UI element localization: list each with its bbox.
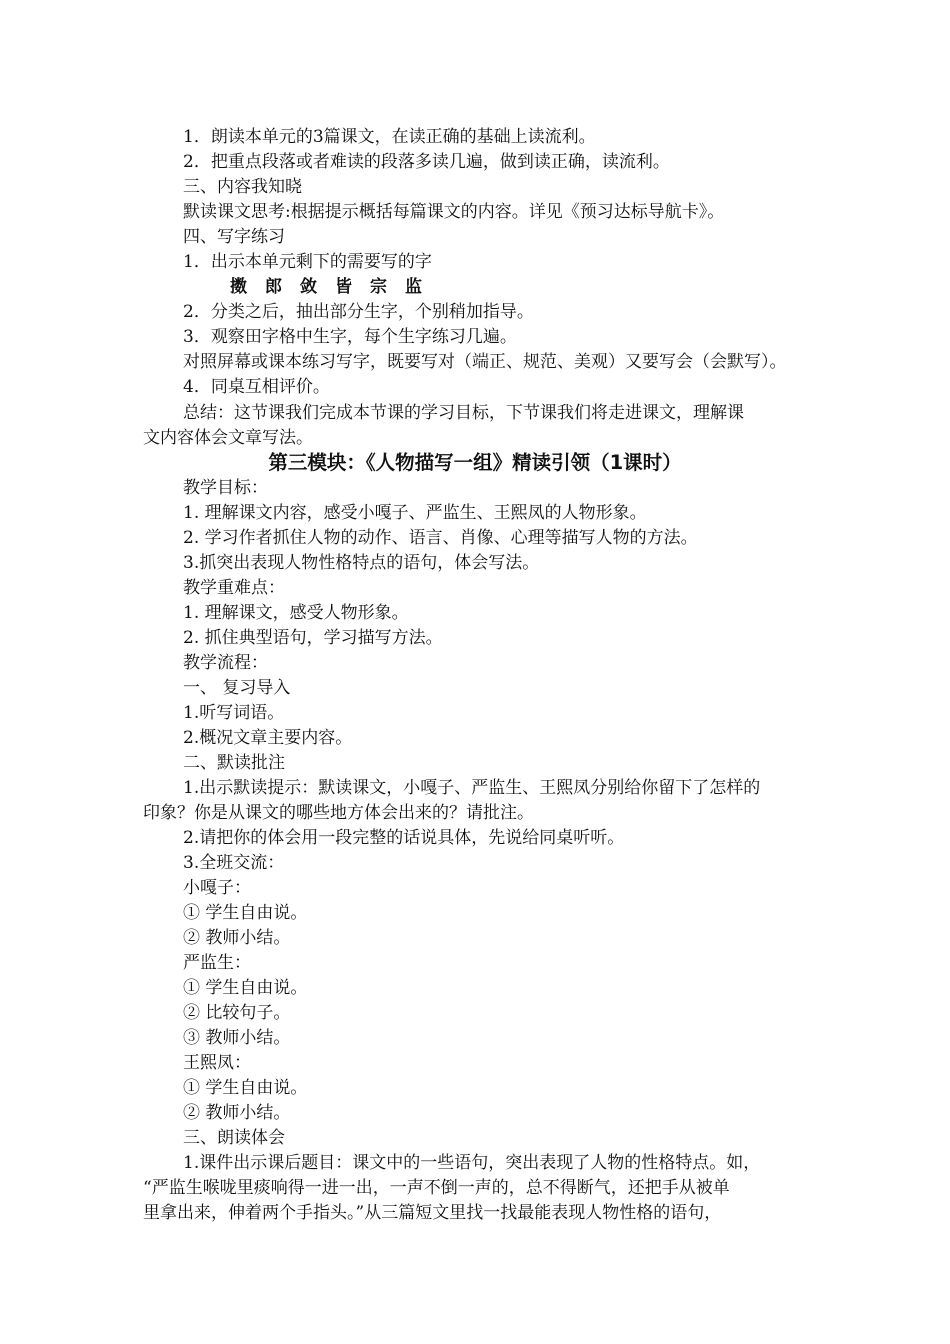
character: 敛 <box>300 277 319 297</box>
section-heading: 一、 复习导入 <box>183 678 291 698</box>
character: 擞 <box>230 277 249 297</box>
character: 监 <box>405 277 424 297</box>
text-line: 2. 抓住典型语句，学习描写方法。 <box>183 628 443 648</box>
text-line: 王熙凤： <box>183 1053 251 1073</box>
character-list <box>230 275 440 299</box>
text-line: 默读课文思考:根据提示概括每篇课文的内容。详见《预习达标导航卡》。 <box>183 202 725 222</box>
text-line: 对照屏幕或课本练习写字，既要写对（端正、规范、美观）又要写会（会默写）。 <box>183 352 787 372</box>
section-heading: 教学目标： <box>183 478 268 498</box>
section-heading: 教学流程： <box>183 653 268 673</box>
text-line: 1. 理解课文，感受人物形象。 <box>183 603 409 623</box>
text-line: 1.听写词语。 <box>183 703 285 723</box>
text-line: 文内容体会文章写法。 <box>143 428 313 448</box>
module-title: 第三模块：《人物描写一组》精读引领（1课时） <box>268 451 682 474</box>
text-line: 4．同桌互相评价。 <box>183 377 330 397</box>
text-line: 里拿出来，伸着两个手指头。”从三篇短文里找一找最能表现人物性格的语句， <box>143 1203 722 1223</box>
text-line: 2．把重点段落或者难读的段落多读几遍，做到读正确，读流利。 <box>183 152 670 172</box>
text-line: 1. 理解课文内容，感受小嘎子、严监生、王熙凤的人物形象。 <box>183 503 647 523</box>
text-line: 1.出示默读提示：默读课文，小嘎子、严监生、王熙凤分别给你留下了怎样的 <box>183 778 761 798</box>
text-line: 3.全班交流： <box>183 853 285 873</box>
section-heading: 二、默读批注 <box>183 753 285 773</box>
section-heading: 三、内容我知晓 <box>183 177 302 197</box>
text-line: 1．朗读本单元的3篇课文，在读正确的基础上读流利。 <box>183 127 596 147</box>
character: 宗 <box>370 277 389 297</box>
section-heading: 三、朗读体会 <box>183 1128 285 1148</box>
text-line: 2.概况文章主要内容。 <box>183 728 353 748</box>
text-line: ① 学生自由说。 <box>183 903 308 923</box>
text-line: 总结：这节课我们完成本节课的学习目标，下节课我们将走进课文，理解课 <box>183 403 744 423</box>
text-line: ② 比较句子。 <box>183 1003 291 1023</box>
section-heading: 四、写字练习 <box>183 227 285 247</box>
text-line: ① 学生自由说。 <box>183 978 308 998</box>
text-line: ② 教师小结。 <box>183 1103 291 1123</box>
text-line: 2.请把你的体会用一段完整的话说具体，先说给同桌听听。 <box>183 828 625 848</box>
character: 皆 <box>335 277 354 297</box>
text-line: 3．观察田字格中生字，每个生字练习几遍。 <box>183 327 517 347</box>
text-line: 印象？你是从课文的哪些地方体会出来的？请批注。 <box>143 803 534 823</box>
text-line: ① 学生自由说。 <box>183 1078 308 1098</box>
text-line: 1.课件出示课后题目：课文中的一些语句，突出表现了人物的性格特点。如， <box>183 1153 761 1173</box>
text-line: ② 教师小结。 <box>183 928 291 948</box>
section-heading: 教学重难点： <box>183 578 285 598</box>
text-line: 1．出示本单元剩下的需要写的字 <box>183 252 432 272</box>
text-line: 2．分类之后，抽出部分生字，个别稍加指导。 <box>183 302 534 322</box>
text-line: ③ 教师小结。 <box>183 1028 291 1048</box>
text-line: “严监生喉咙里痰响得一进一出，一声不倒一声的，总不得断气，还把手从被单 <box>143 1178 730 1198</box>
text-line: 2. 学习作者抓住人物的动作、语言、肖像、心理等描写人物的方法。 <box>183 528 698 548</box>
text-line: 严监生： <box>183 953 251 973</box>
text-line: 小嘎子： <box>183 878 251 898</box>
text-line: 3.抓突出表现人物性格特点的语句，体会写法。 <box>183 553 540 573</box>
character: 郎 <box>265 277 284 297</box>
